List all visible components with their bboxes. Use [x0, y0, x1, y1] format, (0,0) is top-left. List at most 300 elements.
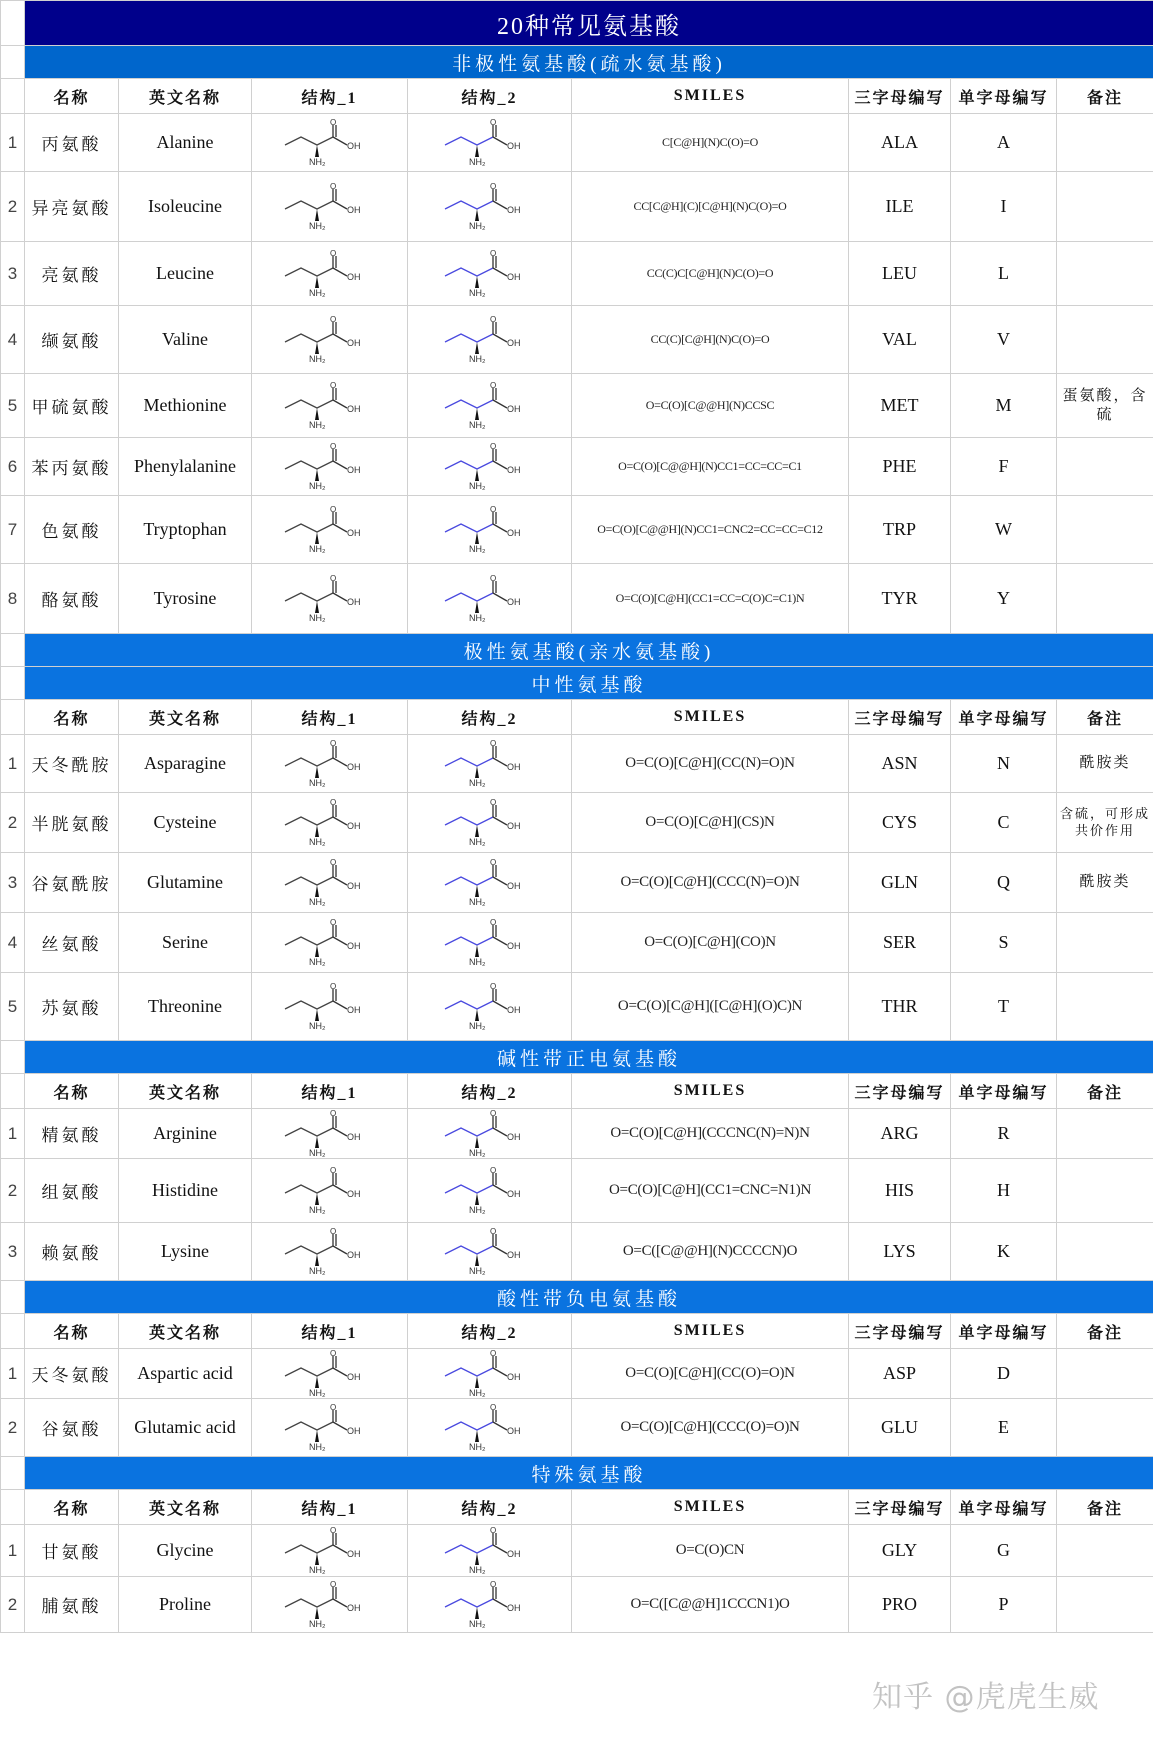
- chinese-name: 谷氨酸: [25, 1399, 119, 1457]
- row-index: 2: [1, 172, 25, 242]
- table-row: [1, 172, 1153, 242]
- one-letter-code: P: [951, 1577, 1057, 1633]
- svg-text:OH: OH: [506, 271, 520, 282]
- row-gutter: [1, 1, 25, 46]
- table-row: [1, 973, 1153, 1041]
- column-header: 英文名称: [119, 1074, 252, 1109]
- chinese-name: 苏氨酸: [25, 973, 119, 1041]
- structure-2-image: [408, 1223, 572, 1281]
- svg-text:OH: OH: [506, 1004, 520, 1015]
- column-header: 备注: [1057, 1314, 1153, 1349]
- svg-text:NH₂: NH₂: [308, 956, 325, 967]
- svg-text:O: O: [329, 1227, 336, 1236]
- svg-text:NH₂: NH₂: [468, 1020, 485, 1031]
- structure-1-image: [252, 1577, 408, 1633]
- row-index: 2: [1, 1159, 25, 1223]
- smiles-cell: CC[C@H](C)[C@H](N)C(O)=O: [572, 172, 849, 242]
- english-name: Glutamine: [119, 853, 252, 913]
- row-index: 1: [1, 1349, 25, 1399]
- structure-2-image: [408, 438, 572, 496]
- svg-text:OH: OH: [346, 204, 360, 215]
- three-letter-code: ALA: [849, 114, 951, 172]
- one-letter-code: K: [951, 1223, 1057, 1281]
- structure-2-image: [408, 735, 572, 793]
- structure-1-image: [252, 242, 408, 306]
- smiles-cell: O=C([C@@H]1CCCN1)O: [572, 1577, 849, 1633]
- one-letter-code: R: [951, 1109, 1057, 1159]
- svg-text:O: O: [489, 574, 496, 583]
- one-letter-code: D: [951, 1349, 1057, 1399]
- svg-text:NH₂: NH₂: [468, 777, 485, 788]
- smiles-cell: O=C(O)[C@H](CC1=CC=C(O)C=C1)N: [572, 564, 849, 634]
- table-row: [1, 496, 1153, 564]
- row-index: 4: [1, 306, 25, 374]
- row-gutter: [1, 634, 25, 667]
- column-header: 单字母编写: [951, 79, 1057, 114]
- english-name: Valine: [119, 306, 252, 374]
- row-index: 8: [1, 564, 25, 634]
- column-header: 备注: [1057, 1074, 1153, 1109]
- svg-text:O: O: [329, 918, 336, 927]
- svg-text:OH: OH: [346, 403, 360, 414]
- english-name: Serine: [119, 913, 252, 973]
- chinese-name: 缬氨酸: [25, 306, 119, 374]
- note-cell: [1057, 1349, 1153, 1399]
- svg-text:O: O: [329, 442, 336, 451]
- column-header: 备注: [1057, 79, 1153, 114]
- structure-2-image: [408, 172, 572, 242]
- english-name: Threonine: [119, 973, 252, 1041]
- smiles-cell: O=C(O)[C@@H](N)CC1=CC=CC=C1: [572, 438, 849, 496]
- note-cell: [1057, 172, 1153, 242]
- smiles-cell: O=C(O)[C@H]([C@H](O)C)N: [572, 973, 849, 1041]
- svg-text:O: O: [329, 1349, 336, 1358]
- svg-text:OH: OH: [346, 880, 360, 891]
- svg-text:O: O: [329, 1580, 336, 1589]
- note-cell: [1057, 438, 1153, 496]
- column-header: 三字母编写: [849, 1074, 951, 1109]
- row-index: 5: [1, 374, 25, 438]
- structure-1-image: [252, 1159, 408, 1223]
- table-row: [1, 374, 1153, 438]
- svg-text:O: O: [489, 118, 496, 127]
- english-name: Methionine: [119, 374, 252, 438]
- three-letter-code: MET: [849, 374, 951, 438]
- three-letter-code: THR: [849, 973, 951, 1041]
- chinese-name: 半胱氨酸: [25, 793, 119, 853]
- svg-text:NH₂: NH₂: [308, 777, 325, 788]
- chinese-name: 谷氨酰胺: [25, 853, 119, 913]
- three-letter-code: PRO: [849, 1577, 951, 1633]
- column-header: 三字母编写: [849, 1490, 951, 1525]
- svg-text:OH: OH: [346, 1371, 360, 1382]
- svg-text:OH: OH: [346, 1548, 360, 1559]
- three-letter-code: ARG: [849, 1109, 951, 1159]
- structure-2-image: [408, 114, 572, 172]
- column-header: 结构_1: [252, 1314, 408, 1349]
- structure-1-image: [252, 1109, 408, 1159]
- smiles-cell: O=C(O)[C@H](CS)N: [572, 793, 849, 853]
- table-row: [1, 913, 1153, 973]
- svg-text:OH: OH: [506, 820, 520, 831]
- row-index: 2: [1, 1577, 25, 1633]
- column-header: 结构_2: [408, 1314, 572, 1349]
- row-index: 3: [1, 242, 25, 306]
- column-header: 名称: [25, 1490, 119, 1525]
- svg-text:O: O: [489, 1227, 496, 1236]
- svg-text:NH₂: NH₂: [308, 353, 325, 364]
- smiles-cell: O=C(O)[C@H](CCCNC(N)=N)N: [572, 1109, 849, 1159]
- svg-text:NH₂: NH₂: [468, 1564, 485, 1575]
- svg-text:O: O: [329, 574, 336, 583]
- table-row: [1, 853, 1153, 913]
- section-header: 碱性带正电氨基酸: [25, 1041, 1153, 1074]
- english-name: Tyrosine: [119, 564, 252, 634]
- english-name: Phenylalanine: [119, 438, 252, 496]
- row-gutter: [1, 1041, 25, 1074]
- svg-text:OH: OH: [506, 1548, 520, 1559]
- one-letter-code: H: [951, 1159, 1057, 1223]
- table-row: [1, 306, 1153, 374]
- chinese-name: 色氨酸: [25, 496, 119, 564]
- svg-text:O: O: [489, 249, 496, 258]
- table-row: [1, 1159, 1153, 1223]
- three-letter-code: CYS: [849, 793, 951, 853]
- chinese-name: 脯氨酸: [25, 1577, 119, 1633]
- svg-text:NH₂: NH₂: [468, 419, 485, 430]
- chinese-name: 酪氨酸: [25, 564, 119, 634]
- svg-text:OH: OH: [506, 1131, 520, 1142]
- svg-text:NH₂: NH₂: [468, 1265, 485, 1276]
- chinese-name: 甲硫氨酸: [25, 374, 119, 438]
- row-index: 2: [1, 1399, 25, 1457]
- row-index: 4: [1, 913, 25, 973]
- svg-text:NH₂: NH₂: [468, 836, 485, 847]
- row-index: 2: [1, 793, 25, 853]
- svg-text:NH₂: NH₂: [468, 1387, 485, 1398]
- section-subheader: 中性氨基酸: [25, 667, 1153, 700]
- note-cell: 蛋氨酸，含硫: [1057, 374, 1153, 438]
- column-header: 英文名称: [119, 1314, 252, 1349]
- note-cell: 酰胺类: [1057, 735, 1153, 793]
- svg-text:NH₂: NH₂: [308, 1564, 325, 1575]
- svg-text:O: O: [489, 918, 496, 927]
- structure-1-image: [252, 306, 408, 374]
- svg-text:O: O: [489, 1526, 496, 1535]
- table-row: [1, 564, 1153, 634]
- svg-text:OH: OH: [506, 1602, 520, 1613]
- table-row: [1, 438, 1153, 496]
- one-letter-code: W: [951, 496, 1057, 564]
- svg-text:NH₂: NH₂: [308, 896, 325, 907]
- structure-1-image: [252, 374, 408, 438]
- svg-text:O: O: [489, 1166, 496, 1175]
- svg-text:OH: OH: [346, 271, 360, 282]
- one-letter-code: G: [951, 1525, 1057, 1577]
- three-letter-code: ILE: [849, 172, 951, 242]
- note-cell: 酰胺类: [1057, 853, 1153, 913]
- column-header: 结构_2: [408, 700, 572, 735]
- svg-text:NH₂: NH₂: [468, 220, 485, 231]
- row-gutter: [1, 1314, 25, 1349]
- column-header: 名称: [25, 79, 119, 114]
- svg-text:NH₂: NH₂: [468, 353, 485, 364]
- svg-text:OH: OH: [346, 527, 360, 538]
- structure-1-image: [252, 853, 408, 913]
- svg-text:O: O: [329, 739, 336, 748]
- svg-text:O: O: [489, 315, 496, 324]
- three-letter-code: LYS: [849, 1223, 951, 1281]
- svg-text:NH₂: NH₂: [468, 156, 485, 167]
- one-letter-code: V: [951, 306, 1057, 374]
- row-index: 1: [1, 1109, 25, 1159]
- column-header: 结构_1: [252, 1490, 408, 1525]
- one-letter-code: F: [951, 438, 1057, 496]
- chinese-name: 异亮氨酸: [25, 172, 119, 242]
- structure-1-image: [252, 1223, 408, 1281]
- smiles-cell: O=C([C@@H](N)CCCCN)O: [572, 1223, 849, 1281]
- english-name: Proline: [119, 1577, 252, 1633]
- svg-text:O: O: [329, 505, 336, 514]
- column-header: 结构_1: [252, 79, 408, 114]
- svg-text:NH₂: NH₂: [308, 287, 325, 298]
- row-gutter: [1, 79, 25, 114]
- structure-2-image: [408, 242, 572, 306]
- three-letter-code: SER: [849, 913, 951, 973]
- svg-text:NH₂: NH₂: [468, 480, 485, 491]
- svg-text:OH: OH: [506, 1371, 520, 1382]
- three-letter-code: GLU: [849, 1399, 951, 1457]
- table-row: [1, 793, 1153, 853]
- row-index: 3: [1, 1223, 25, 1281]
- svg-text:NH₂: NH₂: [308, 419, 325, 430]
- three-letter-code: ASN: [849, 735, 951, 793]
- structure-2-image: [408, 564, 572, 634]
- english-name: Arginine: [119, 1109, 252, 1159]
- svg-text:NH₂: NH₂: [468, 1204, 485, 1215]
- page-title: 20种常见氨基酸: [25, 1, 1153, 46]
- smiles-cell: O=C(O)[C@H](CC1=CNC=N1)N: [572, 1159, 849, 1223]
- three-letter-code: VAL: [849, 306, 951, 374]
- structure-2-image: [408, 913, 572, 973]
- svg-text:O: O: [329, 798, 336, 807]
- section-header: 酸性带负电氨基酸: [25, 1281, 1153, 1314]
- table-row: [1, 1525, 1153, 1577]
- svg-text:OH: OH: [346, 1602, 360, 1613]
- smiles-cell: CC(C)C[C@H](N)C(O)=O: [572, 242, 849, 306]
- row-index: 1: [1, 1525, 25, 1577]
- note-cell: [1057, 1577, 1153, 1633]
- smiles-cell: O=C(O)[C@H](CCC(O)=O)N: [572, 1399, 849, 1457]
- table-row: [1, 1577, 1153, 1633]
- section-header: 极性氨基酸(亲水氨基酸): [25, 634, 1153, 667]
- column-header: 名称: [25, 700, 119, 735]
- three-letter-code: PHE: [849, 438, 951, 496]
- column-header: 三字母编写: [849, 79, 951, 114]
- svg-text:NH₂: NH₂: [468, 1147, 485, 1158]
- chinese-name: 赖氨酸: [25, 1223, 119, 1281]
- svg-text:OH: OH: [506, 1188, 520, 1199]
- column-header: 单字母编写: [951, 1074, 1057, 1109]
- note-cell: [1057, 306, 1153, 374]
- one-letter-code: I: [951, 172, 1057, 242]
- svg-text:OH: OH: [506, 596, 520, 607]
- structure-1-image: [252, 496, 408, 564]
- chinese-name: 天冬酰胺: [25, 735, 119, 793]
- section-header: 特殊氨基酸: [25, 1457, 1153, 1490]
- svg-text:NH₂: NH₂: [308, 1147, 325, 1158]
- structure-1-image: [252, 1349, 408, 1399]
- svg-text:NH₂: NH₂: [308, 612, 325, 623]
- svg-text:OH: OH: [506, 1249, 520, 1260]
- svg-text:NH₂: NH₂: [308, 1020, 325, 1031]
- svg-text:OH: OH: [506, 880, 520, 891]
- column-header: 名称: [25, 1314, 119, 1349]
- english-name: Lysine: [119, 1223, 252, 1281]
- one-letter-code: A: [951, 114, 1057, 172]
- note-cell: [1057, 973, 1153, 1041]
- svg-text:NH₂: NH₂: [308, 220, 325, 231]
- row-gutter: [1, 46, 25, 79]
- column-header: 备注: [1057, 1490, 1153, 1525]
- svg-text:O: O: [329, 381, 336, 390]
- note-cell: [1057, 496, 1153, 564]
- three-letter-code: GLN: [849, 853, 951, 913]
- three-letter-code: HIS: [849, 1159, 951, 1223]
- note-cell: [1057, 1109, 1153, 1159]
- svg-text:NH₂: NH₂: [308, 156, 325, 167]
- chinese-name: 丙氨酸: [25, 114, 119, 172]
- three-letter-code: GLY: [849, 1525, 951, 1577]
- structure-2-image: [408, 1525, 572, 1577]
- svg-text:O: O: [489, 381, 496, 390]
- svg-text:O: O: [329, 858, 336, 867]
- column-header: 结构_2: [408, 1490, 572, 1525]
- structure-2-image: [408, 1349, 572, 1399]
- svg-text:OH: OH: [506, 464, 520, 475]
- note-cell: [1057, 1223, 1153, 1281]
- structure-2-image: [408, 1399, 572, 1457]
- svg-text:NH₂: NH₂: [468, 1618, 485, 1629]
- column-header: 单字母编写: [951, 700, 1057, 735]
- row-gutter: [1, 1281, 25, 1314]
- svg-text:O: O: [329, 315, 336, 324]
- svg-text:OH: OH: [506, 337, 520, 348]
- table-row: [1, 114, 1153, 172]
- english-name: Histidine: [119, 1159, 252, 1223]
- svg-text:OH: OH: [346, 940, 360, 951]
- svg-text:NH₂: NH₂: [468, 543, 485, 554]
- svg-text:O: O: [489, 182, 496, 191]
- svg-text:OH: OH: [506, 940, 520, 951]
- svg-text:NH₂: NH₂: [308, 1204, 325, 1215]
- one-letter-code: Q: [951, 853, 1057, 913]
- svg-text:O: O: [329, 982, 336, 991]
- table-row: [1, 1109, 1153, 1159]
- structure-1-image: [252, 973, 408, 1041]
- svg-text:NH₂: NH₂: [308, 543, 325, 554]
- column-header: 结构_2: [408, 1074, 572, 1109]
- note-cell: 含硫，可形成共价作用: [1057, 793, 1153, 853]
- svg-text:OH: OH: [346, 1425, 360, 1436]
- structure-1-image: [252, 1399, 408, 1457]
- row-index: 1: [1, 735, 25, 793]
- table-row: [1, 735, 1153, 793]
- structure-2-image: [408, 1109, 572, 1159]
- table-row: [1, 1399, 1153, 1457]
- svg-text:OH: OH: [506, 761, 520, 772]
- smiles-cell: O=C(O)[C@@H](N)CC1=CNC2=CC=CC=C12: [572, 496, 849, 564]
- svg-text:OH: OH: [506, 204, 520, 215]
- row-gutter: [1, 1490, 25, 1525]
- column-header: 单字母编写: [951, 1490, 1057, 1525]
- svg-text:O: O: [329, 118, 336, 127]
- english-name: Isoleucine: [119, 172, 252, 242]
- column-header: 结构_2: [408, 79, 572, 114]
- smiles-cell: O=C(O)[C@H](CCC(N)=O)N: [572, 853, 849, 913]
- structure-2-image: [408, 1159, 572, 1223]
- svg-text:O: O: [329, 1109, 336, 1118]
- one-letter-code: S: [951, 913, 1057, 973]
- table-row: [1, 1223, 1153, 1281]
- table-row: [1, 242, 1153, 306]
- chinese-name: 天冬氨酸: [25, 1349, 119, 1399]
- row-gutter: [1, 1457, 25, 1490]
- svg-text:O: O: [489, 1349, 496, 1358]
- note-cell: [1057, 1159, 1153, 1223]
- note-cell: [1057, 242, 1153, 306]
- column-header: 三字母编写: [849, 700, 951, 735]
- svg-text:O: O: [489, 982, 496, 991]
- note-cell: [1057, 913, 1153, 973]
- structure-1-image: [252, 1525, 408, 1577]
- svg-text:NH₂: NH₂: [468, 956, 485, 967]
- structure-1-image: [252, 913, 408, 973]
- structure-2-image: [408, 973, 572, 1041]
- svg-text:NH₂: NH₂: [468, 896, 485, 907]
- note-cell: [1057, 114, 1153, 172]
- svg-text:OH: OH: [346, 820, 360, 831]
- row-gutter: [1, 700, 25, 735]
- row-index: 6: [1, 438, 25, 496]
- row-index: 7: [1, 496, 25, 564]
- three-letter-code: TYR: [849, 564, 951, 634]
- svg-text:OH: OH: [346, 1004, 360, 1015]
- structure-1-image: [252, 114, 408, 172]
- svg-text:NH₂: NH₂: [308, 1618, 325, 1629]
- svg-text:OH: OH: [346, 464, 360, 475]
- svg-text:NH₂: NH₂: [308, 1441, 325, 1452]
- smiles-cell: O=C(O)[C@H](CC(O)=O)N: [572, 1349, 849, 1399]
- column-header: 英文名称: [119, 79, 252, 114]
- svg-text:OH: OH: [506, 140, 520, 151]
- smiles-cell: O=C(O)[C@H](CC(N)=O)N: [572, 735, 849, 793]
- structure-1-image: [252, 793, 408, 853]
- column-header: 英文名称: [119, 1490, 252, 1525]
- svg-text:O: O: [329, 249, 336, 258]
- svg-text:O: O: [329, 1166, 336, 1175]
- table-row: [1, 1349, 1153, 1399]
- three-letter-code: ASP: [849, 1349, 951, 1399]
- three-letter-code: LEU: [849, 242, 951, 306]
- svg-text:OH: OH: [346, 140, 360, 151]
- chinese-name: 组氨酸: [25, 1159, 119, 1223]
- column-header: 三字母编写: [849, 1314, 951, 1349]
- svg-text:OH: OH: [506, 403, 520, 414]
- row-gutter: [1, 1074, 25, 1109]
- svg-text:NH₂: NH₂: [308, 1265, 325, 1276]
- chinese-name: 苯丙氨酸: [25, 438, 119, 496]
